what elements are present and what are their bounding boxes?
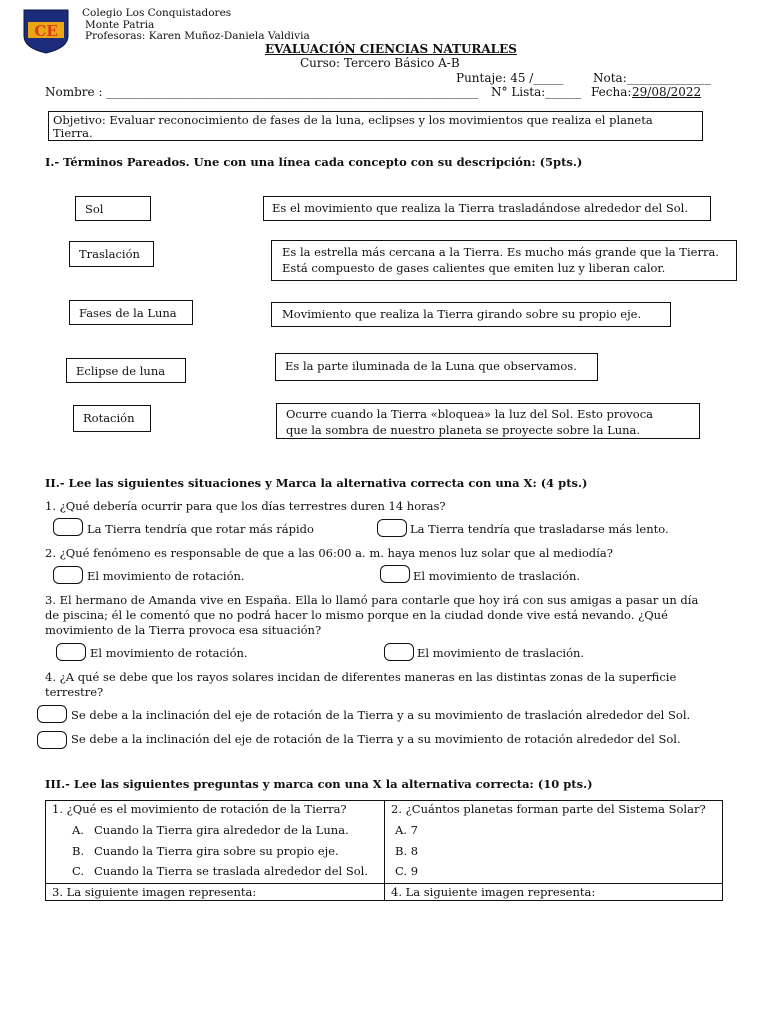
question-2-3-line-2: de piscina; él le comentó que no podrá hacer lo mismo porque en la ciudad donde vive está nevando. ¿Qué (45, 608, 668, 622)
description-line: Está compuesto de gases calientes que emiten luz y liberan calor. (282, 261, 666, 275)
option-3-2-c[interactable]: C. 9 (395, 864, 419, 878)
objective-box (48, 111, 703, 141)
course-line: Curso: Tercero Básico A-B (300, 56, 460, 70)
score-field: Puntaje: 45 /_____ (456, 71, 564, 85)
question-2-2: 2. ¿Qué fenómeno es responsable de que a las 06:00 a. m. haya menos luz solar que al mediodía? (45, 546, 613, 560)
checkbox-2-4-a[interactable] (37, 705, 67, 723)
school-name: Colegio Los Conquistadores (82, 7, 232, 19)
description-box-5 (276, 403, 700, 439)
concept-box-eclipse (66, 358, 186, 383)
date-label: Fecha: (591, 85, 632, 99)
question-3-1: 1. ¿Qué es el movimiento de rotación de la Tierra? (52, 802, 347, 816)
objective-line-1: Objetivo: Evaluar reconocimiento de fases de la luna, eclipses y los movimientos que realiza el planeta (53, 113, 653, 127)
option-2-2-a: El movimiento de rotación. (87, 569, 245, 583)
concept-box-rotacion (73, 405, 151, 432)
description-box-3 (271, 302, 671, 327)
school-crest-logo (22, 8, 70, 54)
question-2-3-line-3: movimiento de la Tierra provoca esa situación? (45, 623, 322, 637)
date-value: 29/08/2022 (632, 85, 702, 99)
option-3-1-c[interactable]: C. Cuando la Tierra se traslada alrededor del Sol. (72, 864, 368, 878)
school-city: Monte Patria (85, 19, 155, 31)
description-box-1 (263, 196, 711, 221)
concept-box-traslacion (69, 241, 154, 267)
option-2-4-a: Se debe a la inclinación del eje de rotación de la Tierra y a su movimiento de traslación alrededor del Sol. (71, 708, 691, 722)
option-3-1-a[interactable]: A. Cuando la Tierra gira alrededor de la Luna. (72, 823, 349, 837)
checkbox-2-1-a[interactable] (53, 518, 83, 536)
checkbox-2-1-b[interactable] (377, 519, 407, 537)
teachers-line: Profesoras: Karen Muñoz-Daniela Valdivia (85, 30, 310, 42)
name-field: Nombre : ______________________________________________________________ (45, 85, 479, 99)
question-3-4: 4. La siguiente imagen representa: (391, 884, 596, 899)
concept-label: Fases de la Luna (79, 306, 177, 320)
question-3-3: 3. La siguiente imagen representa: (52, 884, 257, 899)
description-line: Movimiento que realiza la Tierra girando sobre su propio eje. (282, 307, 642, 321)
page-title: EVALUACIÓN CIENCIAS NATURALES (265, 42, 517, 56)
crest-letters: CE (34, 22, 58, 40)
description-line: Es el movimiento que realiza la Tierra trasladándose alrededor del Sol. (272, 201, 689, 215)
description-line: Es la estrella más cercana a la Tierra. Es mucho más grande que la Tierra. (282, 245, 719, 259)
list-number-field: N° Lista:______ (491, 85, 582, 99)
description-line: Ocurre cuando la Tierra «bloquea» la luz del Sol. Esto provoca (286, 407, 654, 421)
grade-field: Nota:______________ (593, 71, 711, 85)
concept-label: Rotación (83, 411, 135, 425)
question-2-3-line-1: 3. El hermano de Amanda vive en España. Ella lo llamó para contarle que hoy irá con sus amigas a pasar un día (45, 593, 699, 607)
question-2-4-line-1: 4. ¿A qué se debe que los rayos solares incidan de diferentes maneras en las distintas zonas de la superficie (45, 670, 677, 684)
objective-line-2: Tierra. (53, 126, 93, 140)
checkbox-2-2-b[interactable] (380, 565, 410, 583)
section-3-heading: III.- Lee las siguientes preguntas y marca con una X la alternativa correcta: (10 pts.) (45, 777, 593, 791)
description-box-4 (275, 353, 598, 381)
question-2-1: 1. ¿Qué debería ocurrir para que los días terrestres duren 14 horas? (45, 499, 446, 513)
question-3-1-cell (46, 801, 385, 884)
checkbox-2-2-a[interactable] (53, 566, 83, 584)
table-row (46, 801, 723, 884)
concept-box-fases (69, 300, 193, 325)
table-row (46, 883, 723, 900)
description-line: Es la parte iluminada de la Luna que observamos. (285, 359, 577, 373)
question-3-3-cell (46, 883, 385, 900)
option-2-1-a: La Tierra tendría que rotar más rápido (87, 522, 314, 536)
question-3-2: 2. ¿Cuántos planetas forman parte del Sistema Solar? (391, 802, 706, 816)
option-3-2-a[interactable]: A. 7 (395, 823, 418, 837)
section-1-heading: I.- Términos Pareados. Une con una línea cada concepto con su descripción: (5pts.) (45, 155, 583, 169)
option-2-2-b: El movimiento de traslación. (413, 569, 581, 583)
option-2-3-b: El movimiento de traslación. (417, 646, 585, 660)
option-2-1-b: La Tierra tendría que trasladarse más lento. (410, 522, 669, 536)
option-3-1-b[interactable]: B. Cuando la Tierra gira sobre su propio eje. (72, 843, 339, 858)
section-2-heading: II.- Lee las siguientes situaciones y Marca la alternativa correcta con una X: (4 pts.) (45, 476, 588, 490)
question-3-4-cell (385, 883, 723, 900)
question-2-4-line-2: terrestre? (45, 685, 104, 699)
description-line: que la sombra de nuestro planeta se proyecte sobre la Luna. (286, 423, 641, 437)
concept-label: Traslación (79, 247, 140, 261)
concept-box-sol (75, 196, 151, 221)
description-box-2 (271, 240, 737, 281)
option-3-2-b[interactable]: B. 8 (395, 843, 419, 858)
option-2-4-b: Se debe a la inclinación del eje de rotación de la Tierra y a su movimiento de rotación alrededor del Sol. (71, 732, 681, 746)
section-3-table (45, 800, 723, 901)
concept-label: Eclipse de luna (76, 364, 166, 378)
question-3-2-cell (385, 801, 723, 884)
concept-label: Sol (85, 202, 104, 216)
checkbox-2-3-a[interactable] (56, 643, 86, 661)
checkbox-2-3-b[interactable] (384, 643, 414, 661)
checkbox-2-4-b[interactable] (37, 731, 67, 749)
option-2-3-a: El movimiento de rotación. (90, 646, 248, 660)
